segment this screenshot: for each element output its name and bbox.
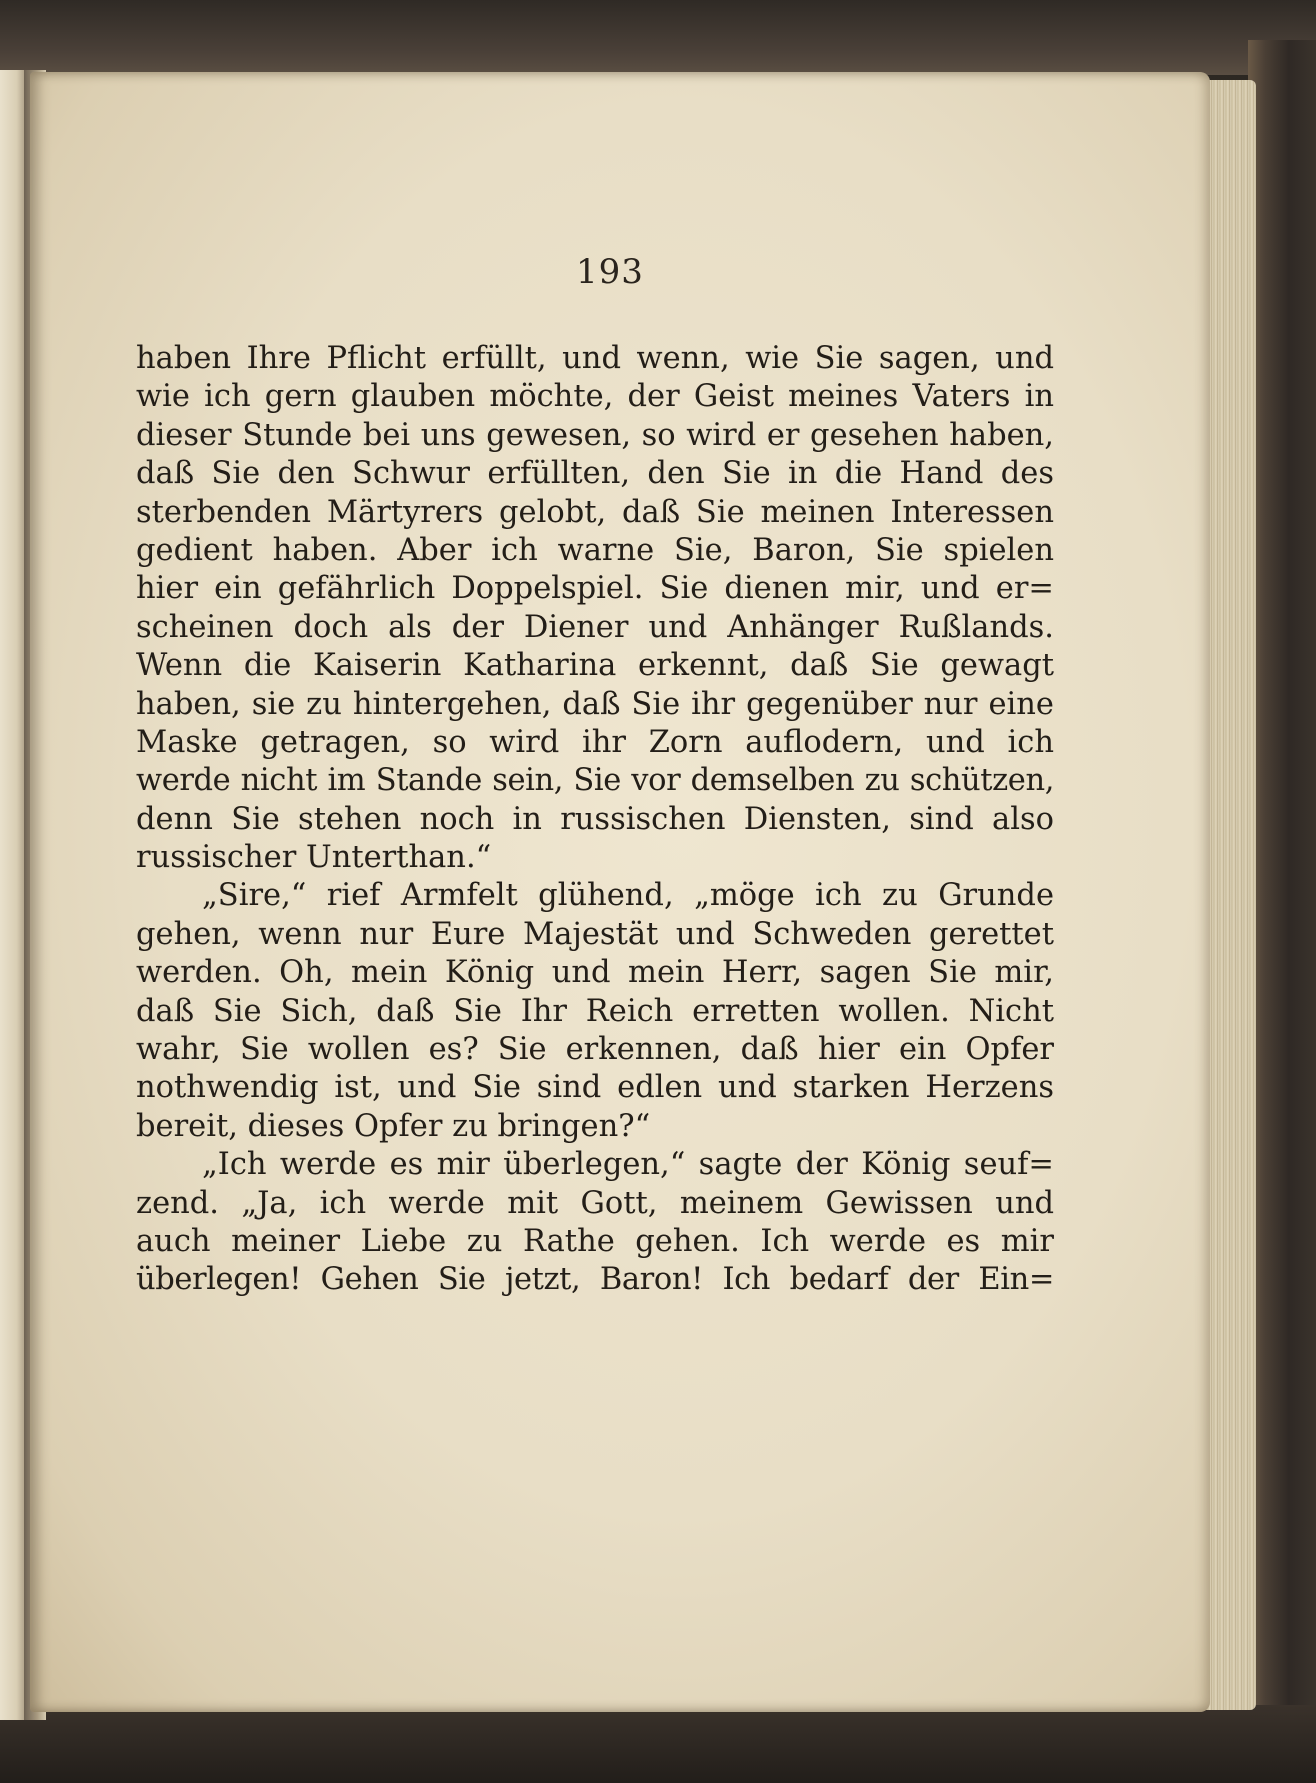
text-line: auch meiner Liebe zu Rathe gehen. Ich werde es mir xyxy=(136,1223,1054,1259)
page-body-text xyxy=(136,340,1054,1300)
text-line: scheinen doch als der Diener und Anhänger Rußlands. xyxy=(136,609,1054,645)
book-cover-right xyxy=(1248,40,1316,1720)
text-line: werde nicht im Stande sein, Sie vor demselben zu schützen, xyxy=(136,763,1054,799)
text-line: dieser Stunde bei uns gewesen, so wird er gesehen haben, xyxy=(136,417,1054,453)
text-line: daß Sie Sich, daß Sie Ihr Reich erretten wollen. Nicht xyxy=(136,993,1054,1029)
text-line: haben, sie zu hintergehen, daß Sie ihr gegenüber nur eine xyxy=(136,686,1054,722)
book-page xyxy=(30,72,1210,1712)
text-line: „Sire,“ rief Armfelt glühend, „möge ich zu Grunde xyxy=(202,878,1054,914)
text-line: überlegen! Gehen Sie jetzt, Baron! Ich bedarf der Ein= xyxy=(136,1262,1054,1298)
text-line: bereit, dieses Opfer zu bringen?“ xyxy=(136,1108,651,1144)
text-line: wahr, Sie wollen es? Sie erkennen, daß hier ein Opfer xyxy=(136,1032,1054,1068)
text-line: Maske getragen, so wird ihr Zorn auflodern, und ich xyxy=(136,724,1054,760)
text-line: haben Ihre Pflicht erfüllt, und wenn, wie Sie sagen, und xyxy=(136,341,1054,376)
text-line: daß Sie den Schwur erfüllten, den Sie in die Hand des xyxy=(136,456,1054,492)
text-line: nothwendig ist, und Sie sind edlen und starken Herzens xyxy=(136,1070,1054,1106)
text-line: gehen, wenn nur Eure Majestät und Schweden gerettet xyxy=(136,916,1054,952)
text-line: denn Sie stehen noch in russischen Diensten, sind also xyxy=(136,801,1054,837)
book-cover-top xyxy=(0,0,1316,75)
text-line: hier ein gefährlich Doppelspiel. Sie dienen mir, und er= xyxy=(136,571,1054,607)
text-line: wie ich gern glauben möchte, der Geist meines Vaters in xyxy=(136,379,1054,415)
text-line: gedient haben. Aber ich warne Sie, Baron, Sie spielen xyxy=(136,532,1054,568)
text-line: zend. „Ja, ich werde mit Gott, meinem Gewissen und xyxy=(136,1185,1054,1221)
text-line: sterbenden Märtyrers gelobt, daß Sie meinen Interessen xyxy=(136,494,1054,530)
text-line: „Ich werde es mir überlegen,“ sagte der König seuf= xyxy=(202,1147,1054,1183)
text-line: russischer Unterthan.“ xyxy=(136,840,492,876)
page-number: 193 xyxy=(576,252,644,292)
book-cover-bottom xyxy=(0,1705,1316,1783)
text-line: werden. Oh, mein König und mein Herr, sagen Sie mir, xyxy=(136,955,1054,991)
text-line: Wenn die Kaiserin Katharina erkennt, daß Sie gewagt xyxy=(136,648,1054,684)
